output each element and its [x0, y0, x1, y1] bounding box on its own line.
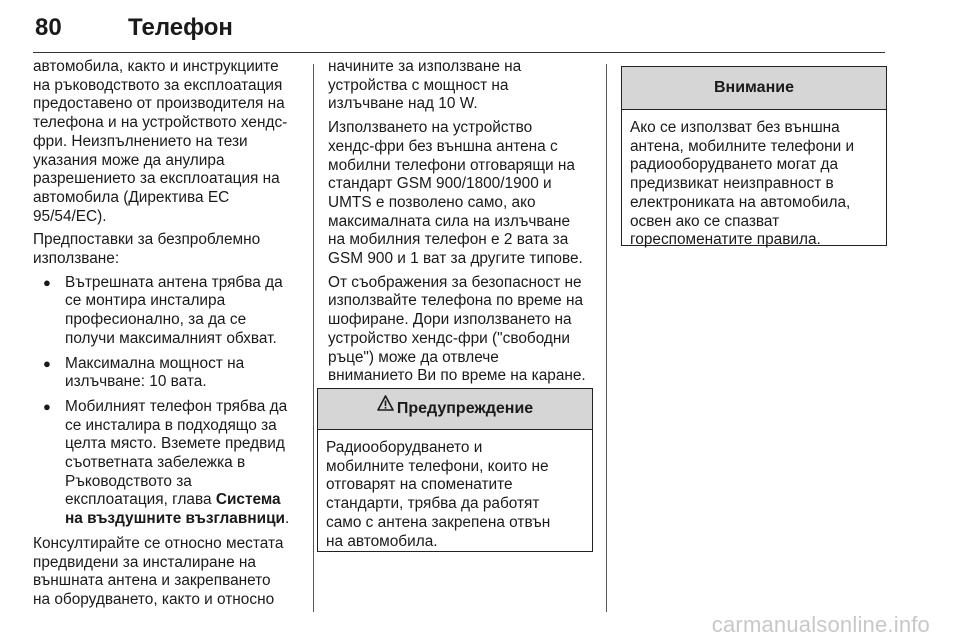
list-item: ● Мобилният телефон трябва да се инсталира в подходящо за целта място. Вземете предвид съответната забележка в Ръководството за експлоатация, глава Система на въздушните възглавници.: [33, 398, 301, 529]
handsfree-paragraph: Използването на устройство хендс-фри без външна антена с мобилни телефони отговарящи на стандарт GSM 900/1800/1900 и UMTS е позволено само, ако максималната сила на излъчване на мобилния телефон е 2 вата за GSM 900 и 1 ват за другите типове.: [328, 119, 583, 268]
column-divider: [606, 64, 607, 612]
power-paragraph: начините за използване на устройства с мощност на излъчване над 10 W.: [328, 58, 522, 113]
caution-box-header: [622, 67, 886, 110]
airbag-chapter-link[interactable]: Система: [215, 491, 281, 509]
middle-column: [328, 58, 595, 391]
left-column: [33, 58, 301, 615]
warning-title: Предупреждение: [396, 400, 534, 417]
warning-text: Радиооборудването и мобилните телефони, които не отговарят на споменатите стандарти, трябва да работят само с антена закрепена отвън на автомобила.: [326, 439, 551, 550]
prerequisites-heading: Предпоставки за безпроблемно използване:: [33, 231, 261, 268]
safety-paragraph: От съображения за безопасност не използвайте телефона по време на шофиране. Дори използването на устройство хендс-фри ("свободни ръце") може да отвлече вниманието Ви по време на каране.: [328, 273, 586, 385]
caution-text: Ако се използват без външна антена, мобилните телефони и радиооборудването могат да предизвикат неизправност в електрониката на автомобила, освен ако се спазват гореспоменатите правила.: [630, 119, 855, 249]
warning-box: [317, 388, 593, 552]
column-divider: [313, 64, 314, 612]
prerequisites-list: [33, 274, 301, 529]
consult-paragraph: Консултирайте се относно местата предвидени за инсталиране на външната антена и закрепването на оборудването, както и относно: [33, 534, 284, 608]
warning-box-header: [318, 389, 592, 430]
intro-paragraph: автомобила, както и инструкциите на ръководството за експлоатация предоставено от производителя на телефона и на устройството хендс- фри. Неизпълнението на тези указания може да анулира разрешението за експлоатация на автомобила (Директива ЕС 95/54/ЕС).: [33, 58, 288, 225]
page-header: [33, 14, 885, 53]
caution-box: [621, 66, 887, 249]
list-item: ● Вътрешната антена трябва да се монтира инсталира професионално, за да се получи максималният обхват.: [33, 274, 301, 349]
airbag-chapter-link-cont[interactable]: на въздушните възглавници: [65, 510, 286, 528]
page-number: 80: [35, 14, 62, 41]
page-title: Телефон: [128, 14, 233, 41]
watermark: carmanualsonline.info: [711, 612, 930, 637]
warning-triangle-icon: [377, 387, 394, 427]
list-item: ● Максимална мощност на излъчване: 10 вата.: [33, 355, 301, 392]
caution-title: Внимание: [714, 79, 794, 96]
